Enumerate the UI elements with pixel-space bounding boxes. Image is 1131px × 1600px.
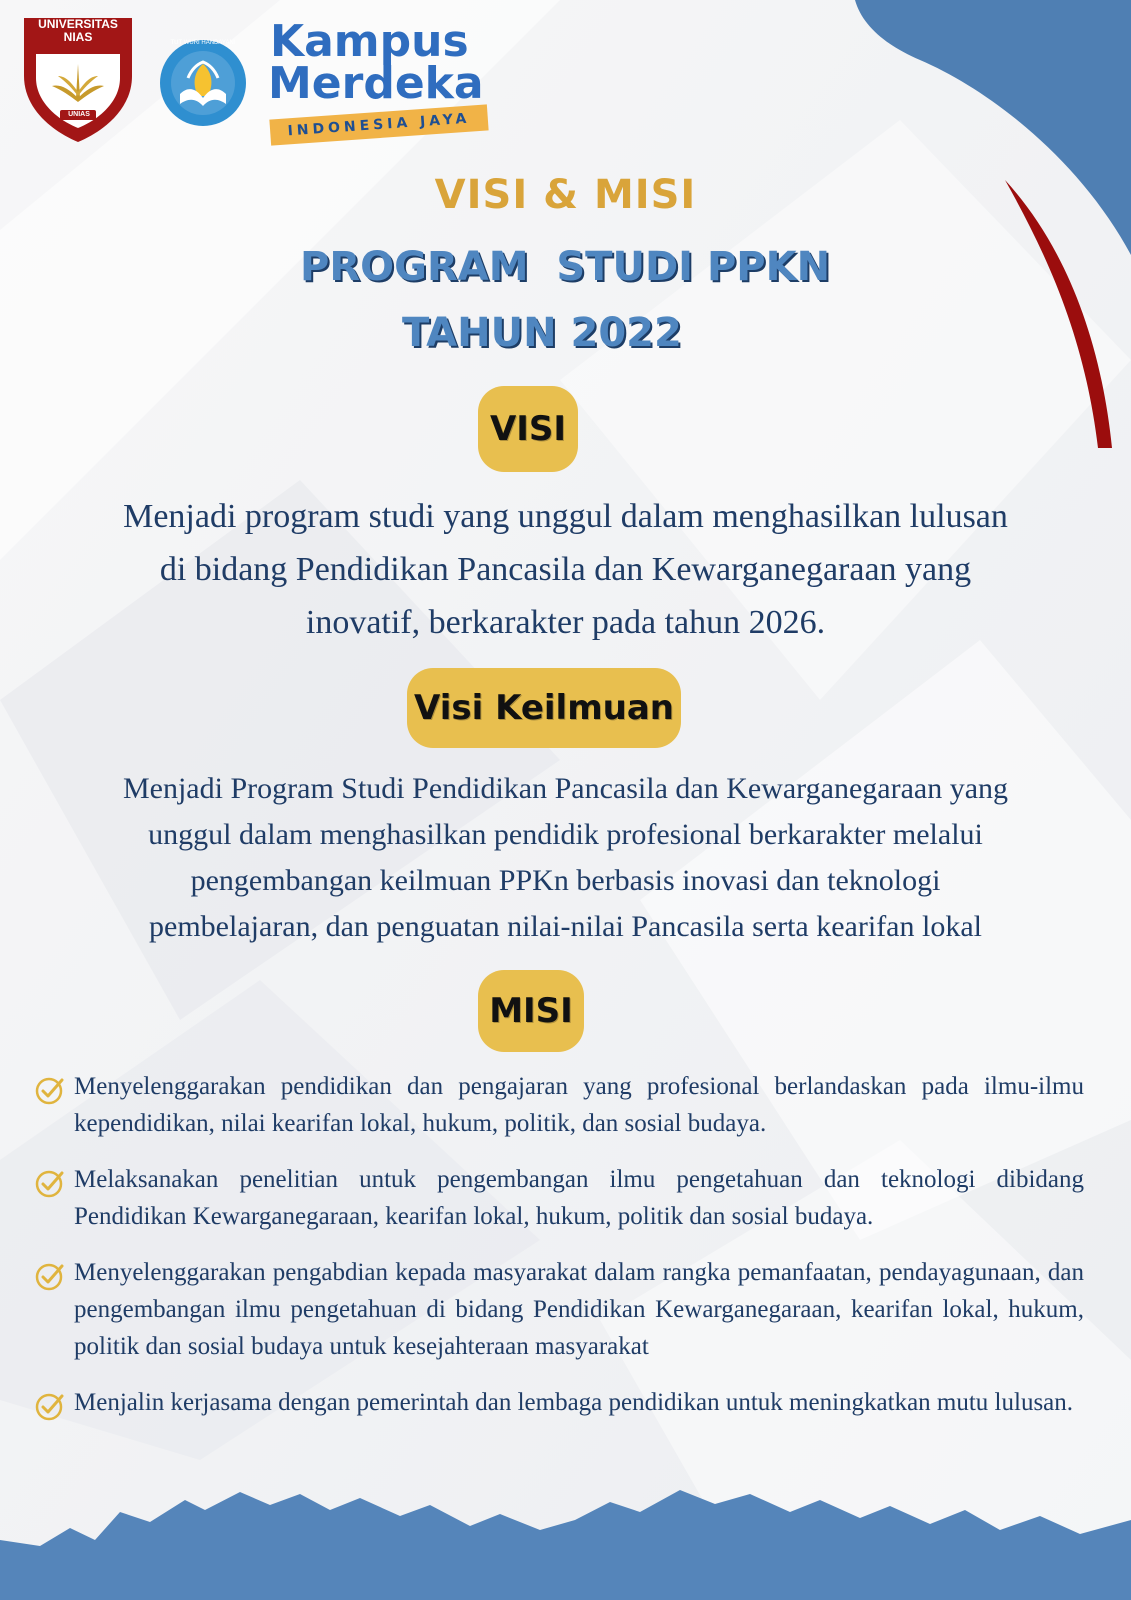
visi-text	[0, 490, 1131, 649]
list-item	[34, 1161, 1084, 1235]
check-circle-icon	[34, 1390, 66, 1422]
list-item	[34, 1068, 1084, 1142]
visi-label: VISI	[478, 386, 578, 472]
subtitle-program: PROGRAM STUDI PPKN	[300, 244, 831, 290]
misi-list	[34, 1068, 1084, 1440]
merdeka-word: Merdeka	[268, 58, 484, 109]
page-title: VISI & MISI	[434, 172, 697, 218]
visi-keilmuan-text	[0, 766, 1131, 950]
subtitle-year: TAHUN 2022	[402, 310, 682, 356]
tut-wuri-logo-icon	[158, 38, 248, 128]
misi-item-text: Menyelenggarakan pengabdian kepada masyarakat dalam rangka pemanfaatan, pendayagunaan, dan pengembangan ilmu pengetahuan di bidang Pendidikan Kewarganegaraan, kearifan lokal, hukum, politik dan sosial budaya untuk kesejahteraan masyarakat	[74, 1259, 1084, 1360]
list-item	[34, 1254, 1084, 1365]
misi-item-text: Menjalin kerjasama dengan pemerintah dan lembaga pendidikan untuk meningkatkan mutu lulusan.	[74, 1389, 1074, 1416]
list-item	[34, 1384, 1084, 1421]
kampus-merdeka-logo	[268, 16, 498, 142]
misi-item-text: Menyelenggarakan pendidikan dan pengajaran yang profesional berlandaskan pada ilmu-ilmu kependidikan, nilai kearifan lokal, hukum, politik, dan sosial budaya.	[74, 1073, 1084, 1137]
misi-label: MISI	[478, 970, 584, 1052]
visi-line: Menjadi program studi yang unggul dalam menghasilkan lulusan	[123, 498, 1008, 535]
check-circle-icon	[34, 1167, 66, 1199]
tut-wuri-motto: TUT WURI HANDAYANI	[170, 40, 236, 46]
kampus-word: Kampus	[270, 16, 469, 67]
misi-item-text: Melaksanakan penelitian untuk pengembangan ilmu pengetahuan dan teknologi dibidang Pendidikan Kewarganegaraan, kearifan lokal, hukum, politik dan sosial budaya.	[74, 1166, 1084, 1230]
visi-line: inovatif, berkarakter pada tahun 2026.	[305, 604, 826, 641]
visi-keilmuan-line: unggul dalam menghasilkan pendidik profesional berkarakter melalui	[148, 818, 983, 851]
university-logo-text	[20, 18, 136, 44]
visi-keilmuan-line: pengembangan keilmuan PPKn berbasis inovasi dan teknologi	[190, 864, 941, 897]
university-line2: NIAS	[63, 30, 93, 44]
visi-keilmuan-label: Visi Keilmuan	[407, 668, 681, 748]
visi-line: di bidang Pendidikan Pancasila dan Kewarganegaraan yang	[159, 551, 972, 588]
check-circle-icon	[34, 1260, 66, 1292]
visi-keilmuan-line: pembelajaran, dan penguatan nilai-nilai Pancasila serta kearifan lokal	[149, 910, 982, 943]
university-badge: UNIAS	[68, 111, 90, 118]
university-line1: UNIVERSITAS	[38, 17, 118, 31]
indonesia-jaya-ribbon: INDONESIA JAYA	[269, 104, 488, 145]
visi-keilmuan-line: Menjadi Program Studi Pendidikan Pancasila dan Kewarganegaraan yang	[122, 772, 1009, 805]
check-circle-icon	[34, 1074, 66, 1106]
